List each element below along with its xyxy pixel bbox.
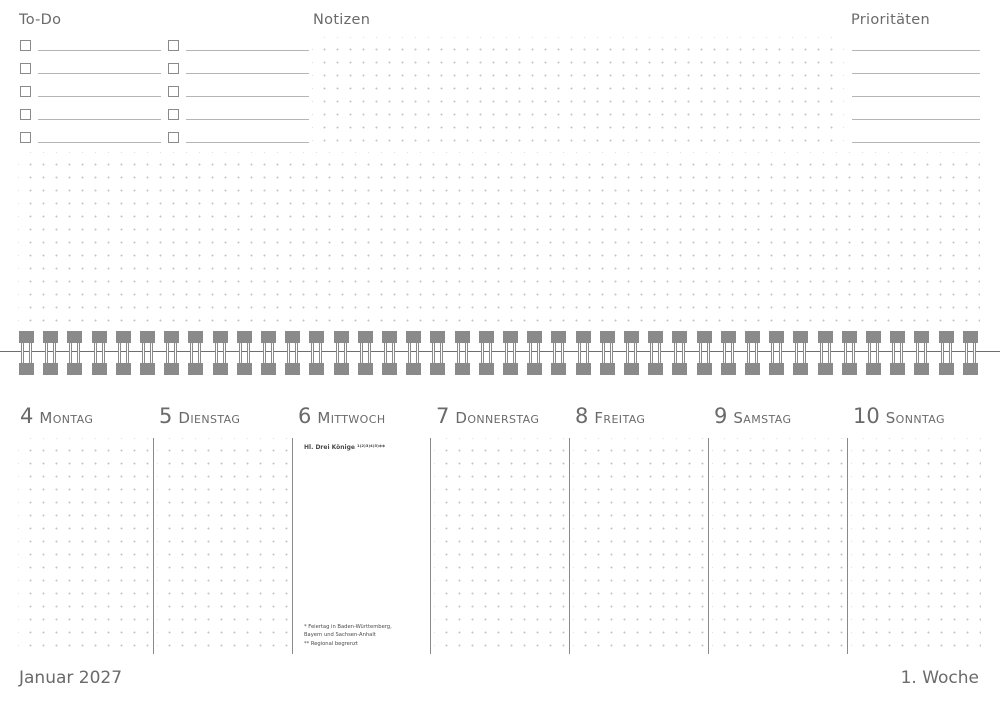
day-name: Freitag — [594, 409, 646, 427]
checkbox[interactable] — [168, 40, 179, 51]
footnote-1: * Feiertag in Baden-Württemberg, — [304, 624, 392, 630]
day-name: Dienstag — [178, 409, 241, 427]
priority-line[interactable] — [852, 50, 980, 51]
binding-ring — [503, 331, 518, 375]
binding-ring — [672, 331, 687, 375]
binding-ring — [164, 331, 179, 375]
todo-line — [186, 50, 309, 51]
day-column-sunday[interactable] — [851, 404, 981, 654]
priorities-heading: Prioritäten — [851, 12, 931, 28]
binding-ring — [285, 331, 300, 375]
todo-line — [38, 119, 161, 120]
priority-line[interactable] — [852, 73, 980, 74]
binding-ring — [261, 331, 276, 375]
day-divider — [153, 438, 154, 654]
day-column-thursday[interactable] — [434, 404, 568, 654]
day-dot-grid — [851, 438, 981, 654]
binding-ring — [67, 331, 82, 375]
binding-ring — [963, 331, 978, 375]
binding-ring — [237, 331, 252, 375]
binding-ring — [479, 331, 494, 375]
checkbox[interactable] — [20, 132, 31, 143]
checkbox[interactable] — [168, 86, 179, 97]
day-header — [575, 404, 645, 428]
binding-ring — [19, 331, 34, 375]
day-header — [436, 404, 539, 428]
binding-ring — [939, 331, 954, 375]
binding-ring — [697, 331, 712, 375]
todo-item[interactable] — [168, 61, 313, 79]
checkbox[interactable] — [168, 132, 179, 143]
binding-ring — [92, 331, 107, 375]
holiday-note: Hl. Drei Könige ¹⁾²⁾³⁾⁴⁾⁵⁾** — [304, 444, 386, 451]
todo-item[interactable] — [168, 84, 313, 102]
day-divider — [430, 438, 431, 654]
day-name: Montag — [39, 409, 94, 427]
day-column-monday[interactable] — [18, 404, 152, 654]
todo-line — [186, 96, 309, 97]
todo-item[interactable] — [168, 107, 313, 125]
checkbox[interactable] — [168, 63, 179, 74]
todo-heading: To-Do — [19, 12, 62, 28]
todo-item[interactable] — [168, 130, 313, 148]
binding-ring — [866, 331, 881, 375]
binding-ring — [818, 331, 833, 375]
day-name: Sonntag — [885, 409, 945, 427]
priority-line[interactable] — [852, 119, 980, 120]
binding-ring — [334, 331, 349, 375]
binding-ring — [769, 331, 784, 375]
binding-ring — [382, 331, 397, 375]
todo-item[interactable] — [20, 38, 165, 56]
day-header — [159, 404, 240, 428]
notes-dot-grid-lower[interactable] — [18, 152, 980, 330]
binding-ring — [793, 331, 808, 375]
checkbox[interactable] — [20, 109, 31, 120]
priority-line[interactable] — [852, 142, 980, 143]
day-number: 7 — [436, 404, 450, 428]
binding-ring — [116, 331, 131, 375]
binding-ring — [600, 331, 615, 375]
binding-ring — [721, 331, 736, 375]
day-header — [298, 404, 386, 428]
day-column-friday[interactable] — [573, 404, 707, 654]
day-number: 6 — [298, 404, 312, 428]
binding-ring — [430, 331, 445, 375]
day-name: Samstag — [733, 409, 792, 427]
todo-line — [38, 50, 161, 51]
day-header — [853, 404, 945, 428]
day-column-tuesday[interactable] — [157, 404, 291, 654]
todo-line — [38, 73, 161, 74]
binding-ring — [358, 331, 373, 375]
day-number: 4 — [20, 404, 34, 428]
binding-ring — [648, 331, 663, 375]
binding-ring — [890, 331, 905, 375]
todo-item[interactable] — [20, 61, 165, 79]
binding-ring — [213, 331, 228, 375]
checkbox[interactable] — [168, 109, 179, 120]
day-dot-grid — [573, 438, 707, 654]
binding-ring — [745, 331, 760, 375]
todo-item[interactable] — [20, 130, 165, 148]
day-name: Mittwoch — [317, 409, 386, 427]
day-dot-grid — [18, 438, 152, 654]
day-dot-grid — [157, 438, 291, 654]
binding-ring — [309, 331, 324, 375]
day-header — [20, 404, 93, 428]
binding-ring — [527, 331, 542, 375]
day-divider — [292, 438, 293, 654]
todo-line — [38, 96, 161, 97]
notes-dot-grid[interactable] — [312, 37, 844, 149]
month-year-label: Januar 2027 — [19, 668, 123, 688]
notes-heading: Notizen — [313, 12, 371, 28]
day-column-saturday[interactable] — [712, 404, 846, 654]
binding-ring — [43, 331, 58, 375]
day-number: 10 — [853, 404, 880, 428]
binding-ring — [455, 331, 470, 375]
day-column-wednesday[interactable] — [296, 404, 430, 654]
todo-line — [186, 119, 309, 120]
day-dot-grid — [434, 438, 568, 654]
todo-item[interactable] — [168, 38, 313, 56]
day-number: 5 — [159, 404, 173, 428]
checkbox[interactable] — [20, 63, 31, 74]
todo-line — [186, 142, 309, 143]
binding-ring — [188, 331, 203, 375]
day-name: Donnerstag — [455, 409, 540, 427]
day-dot-grid — [712, 438, 846, 654]
binding-ring — [842, 331, 857, 375]
binding-ring — [551, 331, 566, 375]
day-number: 8 — [575, 404, 589, 428]
footnote-2: Bayern und Sachsen-Anhalt — [304, 632, 376, 638]
binding-ring — [624, 331, 639, 375]
priority-line[interactable] — [852, 96, 980, 97]
checkbox[interactable] — [20, 40, 31, 51]
binding-ring — [576, 331, 591, 375]
day-divider — [569, 438, 570, 654]
todo-item[interactable] — [20, 107, 165, 125]
todo-line — [38, 142, 161, 143]
day-dot-grid — [296, 438, 430, 654]
day-number: 9 — [714, 404, 728, 428]
todo-line — [186, 73, 309, 74]
binding-ring — [914, 331, 929, 375]
week-label: 1. Woche — [900, 668, 979, 688]
day-divider — [847, 438, 848, 654]
binding-ring — [406, 331, 421, 375]
binding-ring — [140, 331, 155, 375]
day-divider — [708, 438, 709, 654]
todo-item[interactable] — [20, 84, 165, 102]
footnote-3: ** Regional begrenzt — [304, 641, 358, 647]
checkbox[interactable] — [20, 86, 31, 97]
day-header — [714, 404, 791, 428]
